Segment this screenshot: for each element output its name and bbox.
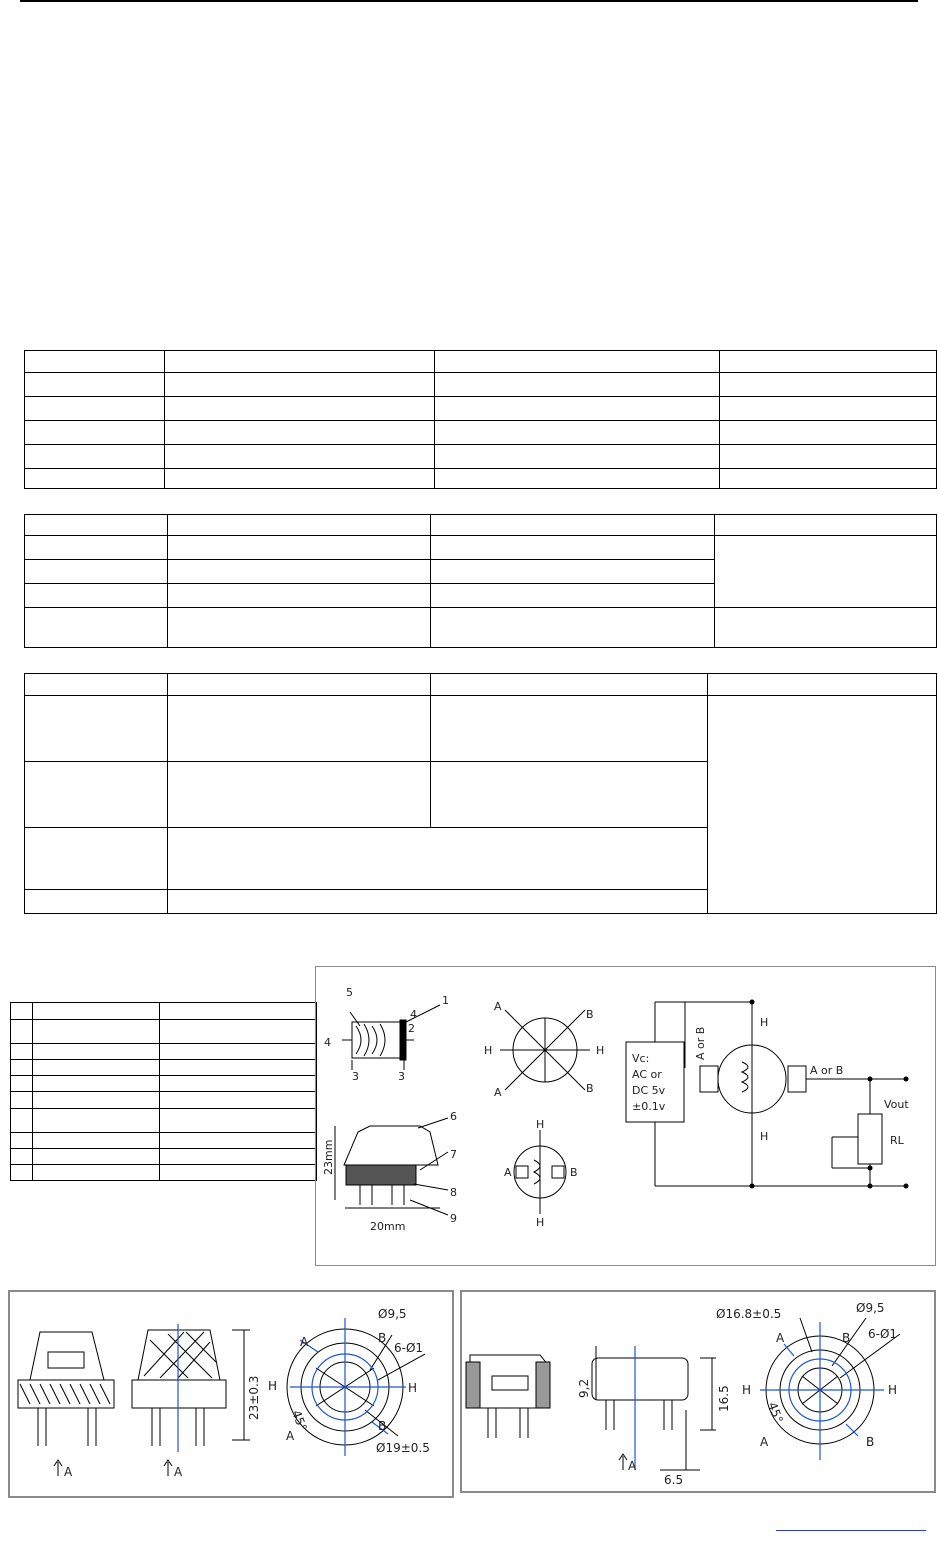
pin-label-b3: B bbox=[570, 1166, 578, 1179]
pin-label-h: H bbox=[484, 1044, 493, 1057]
dim-6-phi1-left: 6-Ø1 bbox=[394, 1341, 424, 1355]
part-label-4a: 4 bbox=[324, 1036, 331, 1049]
view-arrow-a-right: A bbox=[628, 1459, 637, 1473]
pin-label-b: B bbox=[586, 1008, 594, 1021]
view-arrow-a-left: A bbox=[64, 1465, 73, 1479]
pin-label-h2: H bbox=[596, 1044, 605, 1057]
dim-height-label: 23mm bbox=[322, 1139, 335, 1175]
top-view-b-right: B bbox=[842, 1331, 851, 1345]
pin-label-a: A bbox=[494, 1000, 502, 1013]
a-or-b-horizontal: A or B bbox=[810, 1064, 844, 1077]
part-label-1: 1 bbox=[442, 994, 449, 1007]
body-right bbox=[592, 1358, 688, 1400]
part-label-5: 5 bbox=[346, 986, 353, 999]
dim-6-phi1-right: 6-Ø1 bbox=[868, 1327, 898, 1341]
dim-45-right: 45° bbox=[765, 1400, 786, 1426]
dim-23-label: 23±0.3 bbox=[247, 1375, 261, 1420]
view-arrow-a-mid: A bbox=[174, 1465, 183, 1479]
heater-label-top: H bbox=[760, 1016, 769, 1029]
top-view-b-bottom: B bbox=[378, 1419, 387, 1433]
pin-label-a2: A bbox=[494, 1086, 502, 1099]
pin-label-a3: A bbox=[504, 1166, 512, 1179]
top-view-h-right: H bbox=[408, 1381, 418, 1395]
top-view-a-left: A bbox=[300, 1335, 309, 1349]
top-view-a-right: A bbox=[776, 1331, 785, 1345]
top-view-a-bottom: A bbox=[286, 1429, 295, 1443]
top-view-h-right-right: H bbox=[888, 1383, 898, 1397]
pin-label-h3: H bbox=[536, 1118, 545, 1131]
top-view-a-right-bottom: A bbox=[760, 1435, 769, 1449]
vout-label: Vout bbox=[884, 1098, 909, 1111]
top-view-b-left: B bbox=[378, 1331, 387, 1345]
pin-label-b2: B bbox=[586, 1082, 594, 1095]
a-or-b-vertical: A or B bbox=[694, 1026, 707, 1060]
top-view-h-right-left: H bbox=[742, 1383, 752, 1397]
source-line-4: ±0.1v bbox=[632, 1100, 666, 1113]
dim-6-5-label: 6.5 bbox=[664, 1473, 684, 1487]
part-label-3a: 3 bbox=[352, 1070, 359, 1083]
rl-label: RL bbox=[890, 1134, 904, 1147]
dim-width-label: 20mm bbox=[370, 1220, 406, 1233]
part-label-3b: 3 bbox=[398, 1070, 405, 1083]
footer-link[interactable] bbox=[776, 1530, 926, 1531]
dim-phi16-8-label: Ø16.8±0.5 bbox=[716, 1307, 782, 1321]
dim-phi9-5-left: Ø9,5 bbox=[378, 1307, 407, 1321]
heater-label-bottom: H bbox=[760, 1130, 769, 1143]
dim-16-5-label: 16.5 bbox=[717, 1385, 731, 1412]
pin-label-h4: H bbox=[536, 1216, 545, 1229]
source-line-3: DC 5v bbox=[632, 1084, 666, 1097]
part-label-7: 7 bbox=[450, 1148, 457, 1161]
part-label-4b: 4 bbox=[410, 1008, 417, 1021]
part-label-6: 6 bbox=[450, 1110, 457, 1123]
source-line-1: Vc: bbox=[632, 1052, 650, 1065]
dim-phi19-label: Ø19±0.5 bbox=[376, 1441, 430, 1455]
cap-section-left bbox=[30, 1332, 104, 1380]
dim-45-left: 45° bbox=[289, 1408, 310, 1434]
source-line-2: AC or bbox=[632, 1068, 662, 1081]
dim-9-2-label: 9,2 bbox=[577, 1378, 591, 1398]
part-label-8: 8 bbox=[450, 1186, 457, 1199]
top-view-b-right-bottom: B bbox=[866, 1435, 875, 1449]
top-view-h-left: H bbox=[268, 1379, 278, 1393]
part-label-9: 9 bbox=[450, 1212, 457, 1225]
part-label-2: 2 bbox=[408, 1022, 415, 1035]
dim-phi9-5-right: Ø9,5 bbox=[856, 1301, 885, 1315]
